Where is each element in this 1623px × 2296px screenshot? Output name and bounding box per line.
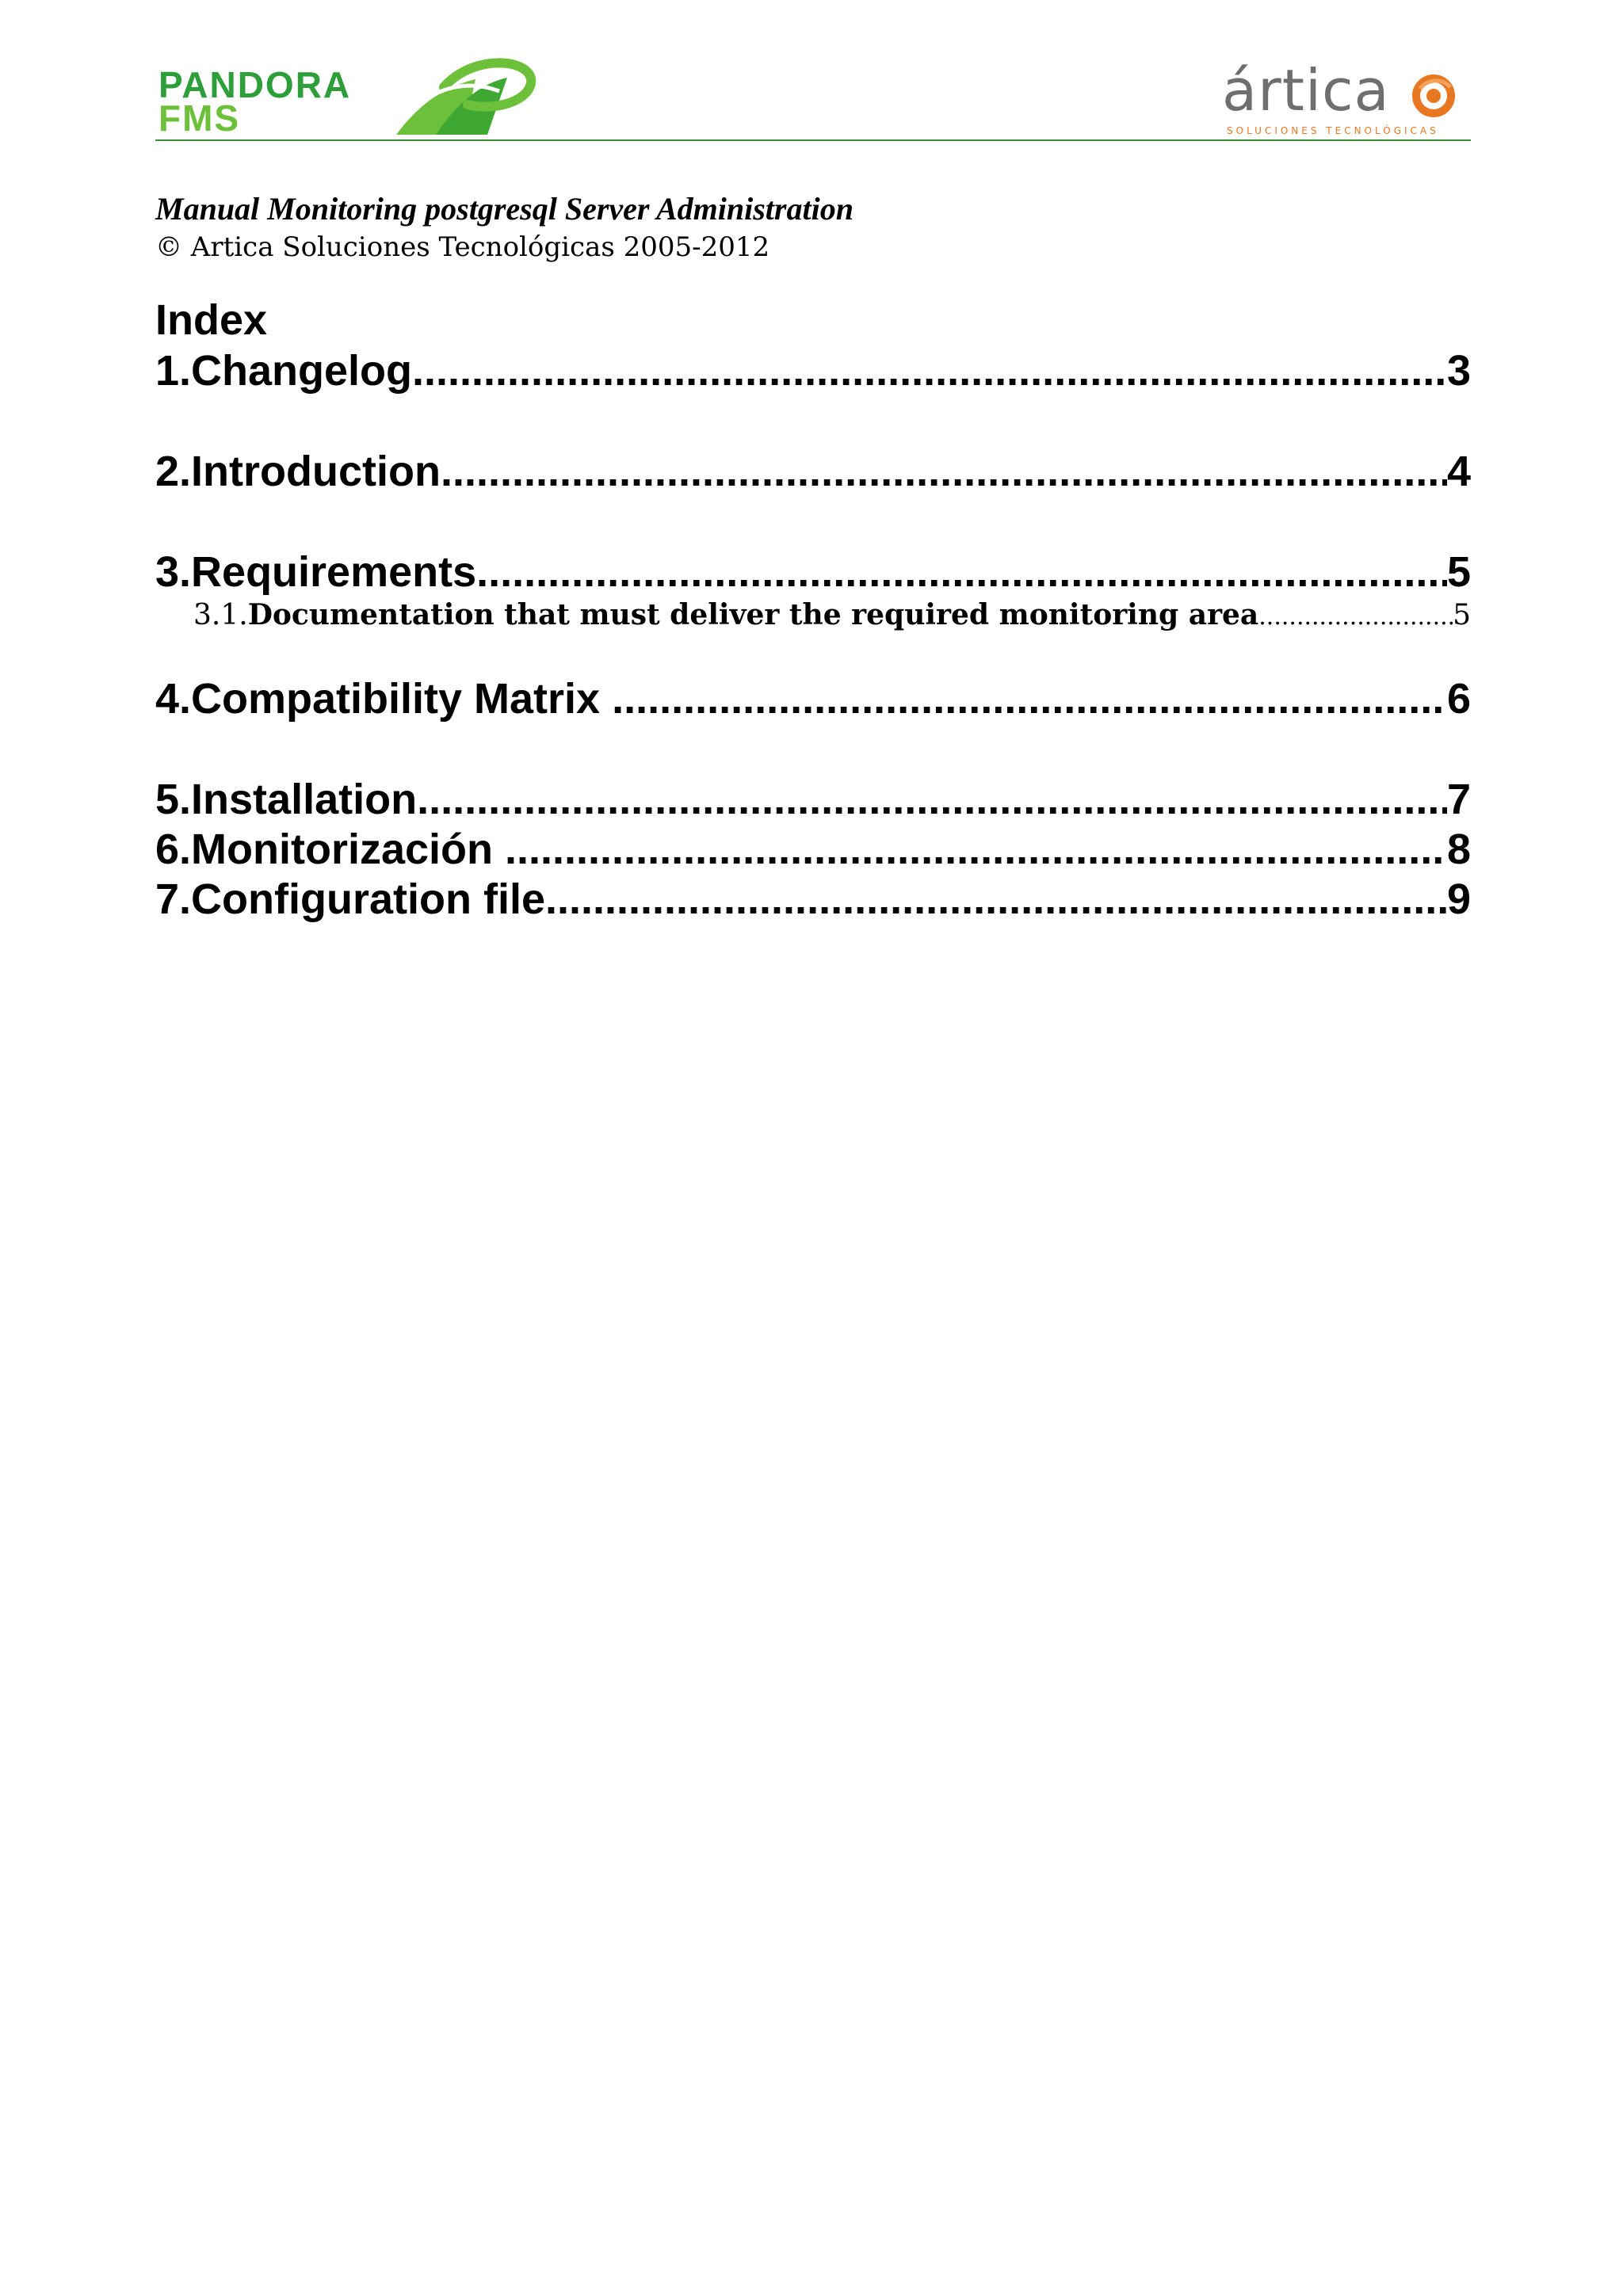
toc-dot-leader bbox=[545, 874, 1447, 925]
pandora-logo-line1: PANDORA bbox=[158, 64, 352, 105]
toc-page-number: 5 bbox=[1453, 599, 1471, 631]
toc-entry-installation[interactable] bbox=[155, 774, 1471, 825]
toc-entry-label: 4.Compatibility Matrix bbox=[155, 675, 613, 723]
toc-entry-label: 5.Installation bbox=[155, 776, 418, 823]
toc-entry-configuration-file[interactable] bbox=[155, 874, 1471, 925]
artica-circle-icon bbox=[1411, 73, 1457, 119]
toc-dot-leader bbox=[441, 446, 1447, 497]
artica-logo bbox=[1222, 59, 1460, 138]
toc-dot-leader bbox=[412, 345, 1447, 396]
toc-entry-label: 7.Configuration file bbox=[155, 875, 545, 923]
toc-subentry-number: 3.1. bbox=[193, 599, 248, 631]
toc-entry-label: 6.Monitorización bbox=[155, 826, 506, 873]
header-divider bbox=[155, 139, 1471, 141]
toc-dot-leader bbox=[476, 547, 1447, 597]
toc-dot-leader bbox=[612, 673, 1447, 724]
toc-entry-changelog[interactable] bbox=[155, 345, 1471, 396]
toc-page-number: 4 bbox=[1446, 448, 1471, 495]
toc-entry-label: 2.Introduction bbox=[155, 448, 441, 495]
toc-page-number: 6 bbox=[1446, 675, 1471, 723]
document-copyright: © Artica Soluciones Tecnológicas 2005-2012 bbox=[155, 231, 770, 263]
toc-page-number: 3 bbox=[1446, 347, 1471, 395]
toc-subentry-documentation[interactable] bbox=[193, 597, 1471, 635]
toc-entry-monitorizacion[interactable] bbox=[155, 824, 1471, 875]
pandora-fms-logo bbox=[158, 55, 539, 143]
artica-logo-tagline: SOLUCIONES TECNOLÓGICAS bbox=[1227, 125, 1439, 136]
pandora-swoosh-icon bbox=[388, 55, 539, 143]
toc-page-number: 5 bbox=[1446, 548, 1471, 596]
index-heading: Index bbox=[155, 296, 268, 344]
toc-dot-leader bbox=[417, 774, 1447, 825]
artica-logo-word: ártica bbox=[1222, 57, 1390, 124]
toc-entry-introduction[interactable] bbox=[155, 446, 1471, 497]
pandora-logo-line2: FMS bbox=[158, 97, 241, 139]
toc-page-number: 8 bbox=[1446, 826, 1471, 873]
toc-dot-leader bbox=[1258, 599, 1453, 635]
toc-entry-compatibility-matrix[interactable] bbox=[155, 673, 1471, 724]
toc-page-number: 7 bbox=[1446, 776, 1471, 823]
toc-dot-leader bbox=[505, 824, 1447, 875]
toc-subentry-label: Documentation that must deliver the required monitoring area bbox=[247, 598, 1259, 631]
document-title: Manual Monitoring postgresql Server Administration bbox=[155, 191, 854, 227]
toc-page-number: 9 bbox=[1446, 875, 1471, 923]
toc-entry-label: 3.Requirements bbox=[155, 548, 477, 596]
toc-entry-requirements[interactable] bbox=[155, 547, 1471, 597]
page-header bbox=[155, 48, 1471, 141]
toc-entry-label: 1.Changelog bbox=[155, 347, 413, 395]
